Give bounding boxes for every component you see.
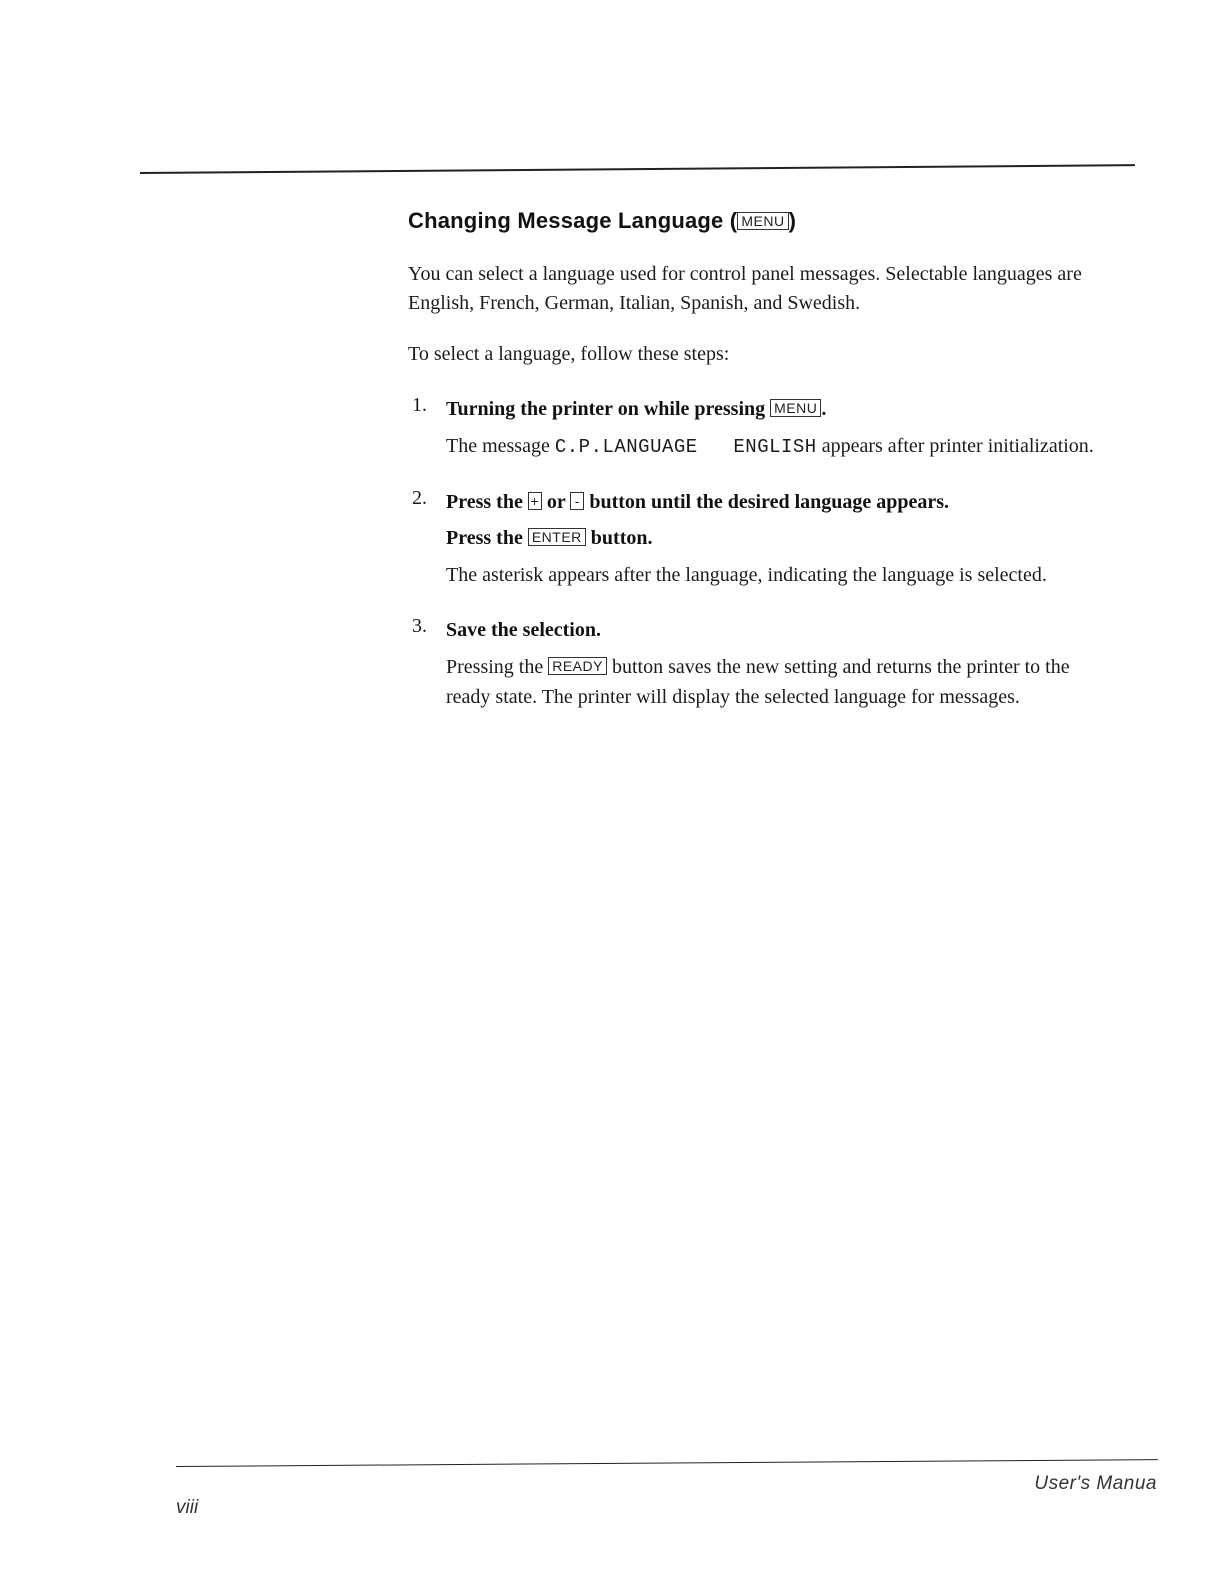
- step-number: 3.: [412, 615, 427, 637]
- step-3: [408, 612, 1108, 712]
- step-desc-suffix: button saves the new setting and returns the printer to the ready state. The printer will display the selected language for messages.: [446, 656, 1070, 708]
- minus-key-label: -: [570, 492, 584, 510]
- menu-key-label: MENU: [770, 399, 821, 417]
- step-instruction: Save the selection.: [446, 619, 601, 641]
- step-desc-suffix: appears after printer initialization.: [821, 435, 1094, 457]
- step-description: [446, 652, 1108, 712]
- step-number: 1.: [412, 394, 427, 416]
- step-instruction-text: Press the: [446, 491, 523, 513]
- step-instruction-text-2: button until the desired language appears.: [589, 491, 950, 513]
- step-2: [408, 484, 1108, 590]
- step-description: The asterisk appears after the language, indicating the language is selected.: [446, 564, 1047, 586]
- step-description: [446, 431, 1108, 462]
- footer-page-number: viii: [176, 1497, 199, 1518]
- step-instruction: [446, 484, 1108, 556]
- step-desc-prefix: The message: [446, 435, 550, 457]
- ready-key-label: READY: [548, 657, 607, 675]
- step-number: 2.: [412, 487, 427, 509]
- intro-paragraph: You can select a language used for control panel messages. Selectable languages are English, French, German, Italian, Spanish, and Swedish.: [408, 263, 1082, 314]
- step-instruction-text-4: button.: [590, 527, 653, 549]
- steps-lead-in: To select a language, follow these steps:: [408, 343, 730, 365]
- step-instruction-end: .: [821, 398, 827, 420]
- enter-key-label: ENTER: [528, 528, 586, 546]
- step-instruction-text-3: Press the: [446, 527, 523, 549]
- main-content: [408, 208, 1108, 734]
- step-instruction: [446, 391, 1108, 427]
- menu-key-label: MENU: [737, 212, 788, 230]
- steps-list: [408, 391, 1108, 712]
- footer-rule: [176, 1459, 1158, 1467]
- header-rule: [140, 164, 1135, 174]
- step-1: [408, 391, 1108, 462]
- section-title: Changing Message Language ( MENU ): [408, 208, 797, 233]
- step-instruction-text: Turning the printer on while pressing: [446, 398, 766, 420]
- step-instruction-or: or: [546, 491, 566, 513]
- display-message-code: C.P.LANGUAGE ENGLISH: [554, 436, 817, 458]
- step-desc-prefix: Pressing the: [446, 656, 544, 678]
- plus-key-label: +: [528, 492, 542, 510]
- footer-document-title: User's Manua: [1034, 1473, 1157, 1494]
- section-title-text: Changing Message Language: [408, 208, 724, 233]
